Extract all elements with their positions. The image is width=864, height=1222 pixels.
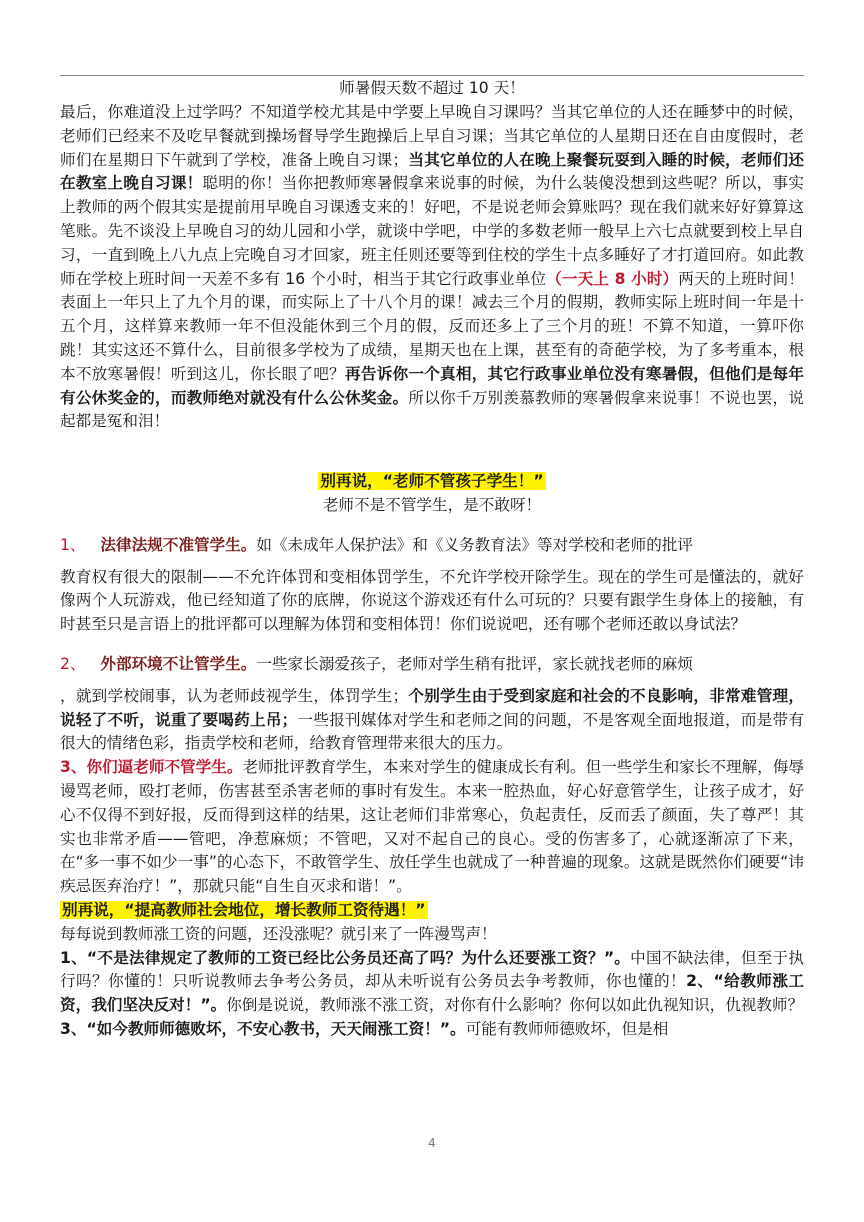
s3-p1-bold-1: 1、“不是法律规定了教师的工资已经比公务员还高了吗？为什么还要涨工资？”。 — [60, 948, 631, 967]
s3-p1-text-2: 你倒是说说，教师涨不涨工资，对你有什么影响？你何以如此仇视知识，仇视教师？ — [226, 996, 804, 1015]
section3-heading-text: 别再说，“提高教师社会地位，增长教师工资待遇！” — [62, 900, 426, 919]
para1-bold-1: 当其它单位的人在晚上聚餐玩耍到入睡的时候，老师们还在教室上晚自习课！ — [60, 150, 804, 193]
s3-p1-text-1: 中国不缺法律，但至于执行吗？你懂的！只听说教师去争考公务员，却从未听说有公务员去争考教师，你也懂的！ — [60, 948, 804, 991]
item2-text: 一些家长溺爱孩子，老师对学生稍有批评，家长就找老师的麻烦 — [256, 654, 693, 673]
item2-cont-a: ，就到学校闹事，认为老师歧视学生，体罚学生； — [60, 686, 409, 705]
item1-cont: 教育权有很大的限制——不允许体罚和变相体罚学生，不允许学校开除学生。现在的学生可是懂法的，就好像两个人玩游戏，他已经知道了你的底牌，你说这个游戏还有什么可玩的？只要有跟学生身体上的接触，有时甚至只是言语上的批评都可以理解为体罚和变相体罚！你们说说吧，还有哪个老师还敢以身试法？ — [60, 567, 804, 634]
section3-intro: 每每说到教师涨工资的问题，还没涨呢？就引来了一阵漫骂声！ — [60, 924, 497, 943]
s3-p2-bold: 3、“如今教师师德败坏，不安心教书，天天闹涨工资！”。 — [60, 1019, 466, 1038]
s3-p1-bold-2: 2、“给教师涨工资，我们坚决反对！”。 — [60, 972, 804, 1015]
item2-cont-c: 一些报刊媒体对学生和老师之间的问题，不是客观全面地报道，而是带有很大的情绪色彩，指责学校和老师，给教育管理带来很大的压力。 — [60, 710, 804, 753]
para1-e: 两天的上班时间！表面上一年只上了九个月的课，而实际上了十八个月的课！减去三个月的假期，教师实际上班时间一年是十五个月，这样算来教师一年不但没能休到三个月的假，反而还多上了三个月的班！不算不知道，一算吓你跳！其实这还不算什么，目前很多学校为了成绩，星期天也在上课，甚至有的奇葩学校，为了多考重本，根本不放寒暑假！听到这儿，你长眼了吧？ — [60, 269, 804, 383]
section3-p2 — [60, 1018, 804, 1042]
para1-c: 聪明的你！当你把教师寒暑假拿来说事的时候，为什么装傻没想到这些呢？所以，事实上教师的两个假其实是提前用早晚自习课透支来的！好吧，不是说老师会算账吗？现在我们就来好好算算这笔账。先不谈没上早晚自习的幼儿园和小学，就谈中学吧，中学的多数老师一般早上六七点就要到校上早自习，一直到晚上八九点上完晚自习才回家，班主任则还要等到住校的学生十点多睡好了才打道回府。如此教师在学校上班时间一天差不多有 16 个小时，相当于其它行政事业单位 — [60, 174, 804, 288]
section2-sub: 老师不是不管学生，是不敢呀！ — [322, 495, 542, 514]
para1-red: （一天上 8 小时） — [546, 269, 679, 288]
item2-line — [60, 653, 804, 677]
item2-cont-bold: 个别学生由于受到家庭和社会的不良影响，非常难管理，说轻了不听，说重了要喝药上吊； — [60, 686, 804, 729]
item1-num: 1、 — [60, 535, 86, 554]
item2-num: 2、 — [60, 654, 86, 673]
item2-cont — [60, 685, 804, 756]
paragraph-1 — [60, 101, 804, 434]
item3-text: 老师批评教育学生，本来对学生的健康成长有利。但一些学生和家长不理解，侮辱谩骂老师，殴打老师，伤害甚至杀害老师的事时有发生。本来一腔热血，好心好意管学生，让孩子成才，好心不仅得不到好报，反而得到这样的结果，这让老师们非常寒心，负起责任，反而丢了颜面，失了尊严！其实也非常矛盾——管吧，净惹麻烦；不管吧，又对不起自己的良心。受的伤害多了，心就逐渐凉了下来，在“多一事不如少一事”的心态下，不敢管学生、放任学生也就成了一种普遍的现象。这就是既然你们硬要“讳疾忌医弃治疗！”，那就只能“自生自灭求和谐！”。 — [60, 758, 804, 896]
body-text — [60, 101, 804, 1042]
section3-heading — [60, 899, 804, 923]
item2-title: 外部环境不让管学生。 — [100, 654, 257, 673]
section2-heading — [60, 470, 804, 494]
item3 — [60, 756, 804, 899]
s3-p2-text: 可能有教师师德败坏，但是相 — [465, 1019, 669, 1038]
section2-heading-text: 别再说，“老师不管孩子学生！” — [320, 472, 544, 491]
top-rule — [60, 75, 804, 76]
top-line: 师暑假天数不超过 10 天！ — [339, 79, 525, 97]
section3-p1 — [60, 947, 804, 1018]
page-number: 4 — [428, 1136, 436, 1150]
item1-line — [60, 534, 804, 558]
item1-text: 如《未成年人保护法》和《义务教育法》等对学校和老师的批评 — [256, 535, 693, 554]
item3-title: 3、你们逼老师不管学生。 — [60, 758, 243, 777]
para1-bold-2: 再告诉你一个真相，其它行政事业单位没有寒暑假，但他们是每年有公休奖金的，而教师绝对就没有什么公休奖金。 — [60, 364, 804, 407]
para1-g: 所以你千万别羡慕教师的寒暑假拿来说事！不说也罢，说起都是冤和泪！ — [60, 388, 804, 431]
para1-a: 最后，你难道没上过学吗？不知道学校尤其是中学要上早晚自习课吗？当其它单位的人还在睡梦中的时候，老师们已经来不及吃早餐就到操场督导学生跑操后上早自习课；当其它单位的人星期日还在自由度假时，老师们在星期日下午就到了学校，准备上晚自习课； — [60, 103, 804, 169]
item1-title: 法律法规不准管学生。 — [100, 535, 257, 554]
